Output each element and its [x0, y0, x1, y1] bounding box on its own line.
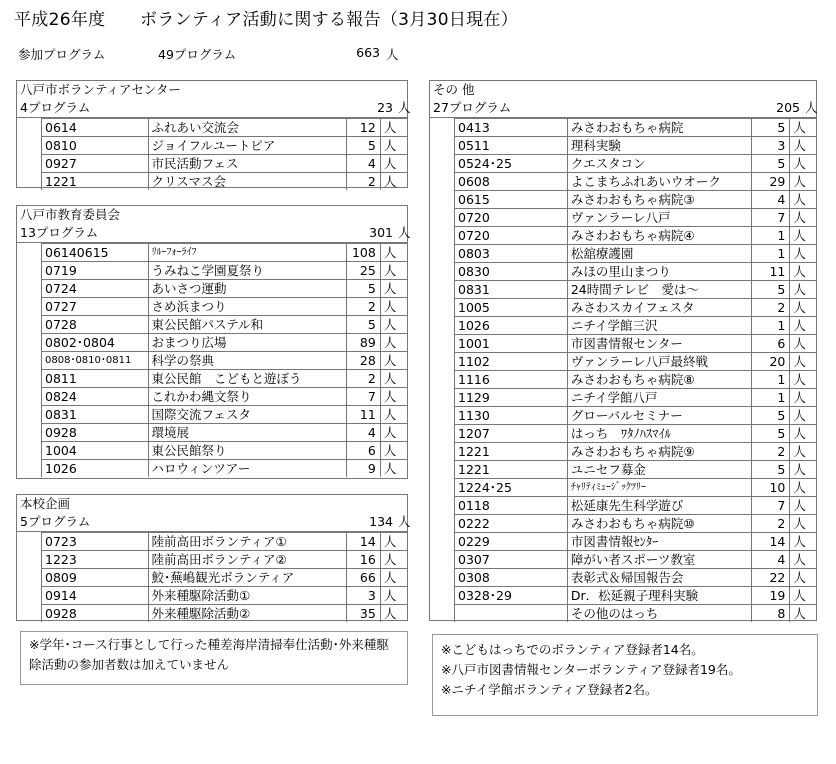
program-table — [41, 118, 407, 190]
program-name: みさわおもちゃ病院⑩ — [567, 515, 751, 533]
program-row — [455, 479, 817, 497]
program-code: 0810 — [42, 137, 149, 155]
program-code: 0831 — [42, 406, 149, 424]
program-name: 市図書情報センター — [567, 335, 751, 353]
program-row — [42, 244, 408, 262]
section-programs: 27プログラム — [433, 100, 512, 115]
program-row — [42, 605, 408, 623]
section-unit: 人 — [398, 100, 411, 115]
program-row — [42, 442, 408, 460]
participant-count: 66 — [346, 569, 380, 587]
participant-unit: 人 — [380, 370, 407, 388]
program-row — [42, 587, 408, 605]
program-name: みほの里山まつり — [567, 263, 751, 281]
participant-count: 25 — [346, 262, 380, 280]
program-code: 0727 — [42, 298, 149, 316]
program-code: 0720 — [455, 209, 568, 227]
section-other — [429, 80, 817, 621]
participant-count: 20 — [751, 353, 790, 371]
participant-unit: 人 — [790, 461, 816, 479]
participant-unit: 人 — [790, 263, 816, 281]
participant-count: 2 — [751, 443, 790, 461]
participant-unit: 人 — [790, 389, 816, 407]
program-row — [42, 262, 408, 280]
program-name: その他のはっち — [567, 605, 751, 623]
program-name: ニチイ学館三沢 — [567, 317, 751, 335]
program-name: 国際交流フェスタ — [148, 406, 346, 424]
participant-unit: 人 — [790, 569, 816, 587]
program-code: 0614 — [42, 119, 149, 137]
summary-programs: 49プログラム — [158, 47, 237, 62]
program-row — [455, 407, 817, 425]
participant-count: 4 — [751, 551, 790, 569]
program-code: 1224･25 — [455, 479, 568, 497]
program-row — [455, 137, 817, 155]
program-row — [42, 316, 408, 334]
program-name: 鮫･蕪嶋観光ボランティア — [148, 569, 346, 587]
program-code: 1221 — [455, 443, 568, 461]
participant-unit: 人 — [380, 352, 407, 370]
participant-unit: 人 — [790, 425, 816, 443]
participant-count: 4 — [751, 191, 790, 209]
participant-count: 1 — [751, 317, 790, 335]
program-row — [455, 245, 817, 263]
participant-count: 1 — [751, 227, 790, 245]
participant-count: 19 — [751, 587, 790, 605]
section-subheader — [17, 513, 411, 532]
participant-unit: 人 — [790, 479, 816, 497]
program-row — [455, 425, 817, 443]
program-name: 24時間テレビ 愛は～ — [567, 281, 751, 299]
program-name: 環境展 — [148, 424, 346, 442]
program-name: ﾘﾙｰﾌｫｰﾗｲﾌ — [148, 244, 346, 262]
program-name: みさわおもちゃ病院⑨ — [567, 443, 751, 461]
section-total: 134 — [369, 514, 393, 529]
program-code: 1130 — [455, 407, 568, 425]
program-name: ﾁｬﾘﾃｨﾐｭｰｼﾞｯｸﾂﾘｰ — [567, 479, 751, 497]
participant-count: 2 — [751, 515, 790, 533]
program-name: 市図書情報ｾﾝﾀｰ — [567, 533, 751, 551]
participant-unit: 人 — [790, 191, 816, 209]
participant-unit: 人 — [790, 209, 816, 227]
program-row — [42, 370, 408, 388]
program-name: 陸前高田ボランティア① — [148, 533, 346, 551]
program-row — [42, 280, 408, 298]
program-code: 0524･25 — [455, 155, 568, 173]
program-row — [455, 515, 817, 533]
participant-count: 22 — [751, 569, 790, 587]
participant-unit: 人 — [790, 317, 816, 335]
program-code: 1116 — [455, 371, 568, 389]
note-line: ※こどもはっちでのボランティア登録者14名。 — [441, 642, 704, 657]
section-programs: 4プログラム — [20, 100, 91, 115]
participant-count: 5 — [346, 316, 380, 334]
program-name: クエスタコン — [567, 155, 751, 173]
participant-unit: 人 — [790, 335, 816, 353]
note-line: ※八戸市図書情報センターボランティア登録者19名。 — [441, 662, 741, 677]
section-subheader — [17, 224, 411, 243]
participant-count: 2 — [346, 370, 380, 388]
program-code: 0728 — [42, 316, 149, 334]
program-code: 1221 — [42, 173, 149, 191]
program-code: 1102 — [455, 353, 568, 371]
section-board-of-education — [16, 205, 411, 479]
program-row — [455, 443, 817, 461]
participant-count: 6 — [751, 335, 790, 353]
participant-count: 4 — [346, 155, 380, 173]
program-code: 0307 — [455, 551, 568, 569]
program-code: 0413 — [455, 119, 568, 137]
program-code: 0803 — [455, 245, 568, 263]
participant-count: 5 — [751, 407, 790, 425]
participant-unit: 人 — [790, 497, 816, 515]
program-row — [455, 281, 817, 299]
program-name: 市民活動フェス — [148, 155, 346, 173]
program-code: 0719 — [42, 262, 149, 280]
participant-count: 5 — [751, 119, 790, 137]
participant-count: 5 — [346, 137, 380, 155]
participant-count: 5 — [751, 281, 790, 299]
program-row — [455, 155, 817, 173]
section-total: 23 — [377, 100, 393, 115]
program-code: 0328･29 — [455, 587, 568, 605]
program-name: 表彰式＆帰国報告会 — [567, 569, 751, 587]
section-total: 205 — [776, 100, 800, 115]
participant-unit: 人 — [790, 605, 816, 623]
program-row — [42, 155, 408, 173]
participant-unit: 人 — [790, 245, 816, 263]
program-name: 東公民館パステル和 — [148, 316, 346, 334]
program-name: Dr．松延親子理科実験 — [567, 587, 751, 605]
program-name: グローバルセミナー — [567, 407, 751, 425]
section-subheader — [17, 99, 411, 118]
participant-unit: 人 — [790, 299, 816, 317]
program-row — [455, 317, 817, 335]
participant-count: 3 — [346, 587, 380, 605]
participant-unit: 人 — [380, 155, 407, 173]
program-code: 0118 — [455, 497, 568, 515]
program-name: 外来種駆除活動① — [148, 587, 346, 605]
program-name: 外来種駆除活動② — [148, 605, 346, 623]
program-code: 1026 — [42, 460, 149, 478]
program-table — [454, 118, 816, 622]
program-row — [455, 497, 817, 515]
program-code: 0615 — [455, 191, 568, 209]
program-row — [455, 533, 817, 551]
program-name: はっち ﾜﾀﾉﾊｽﾏｲﾙ — [567, 425, 751, 443]
participant-count: 5 — [751, 461, 790, 479]
program-row — [455, 371, 817, 389]
participant-count: 1 — [751, 245, 790, 263]
program-row — [42, 137, 408, 155]
program-row — [455, 209, 817, 227]
participant-unit: 人 — [380, 137, 407, 155]
program-row — [455, 353, 817, 371]
program-code: 1221 — [455, 461, 568, 479]
program-row — [42, 298, 408, 316]
program-row — [42, 173, 408, 191]
program-code: 0914 — [42, 587, 149, 605]
participant-unit: 人 — [380, 316, 407, 334]
participant-unit: 人 — [790, 551, 816, 569]
participant-unit: 人 — [380, 587, 407, 605]
program-name: 東公民館 こどもと遊ぼう — [148, 370, 346, 388]
program-name: 陸前高田ボランティア② — [148, 551, 346, 569]
participant-count: 5 — [751, 155, 790, 173]
program-row — [455, 227, 817, 245]
program-row — [42, 406, 408, 424]
program-code: 0830 — [455, 263, 568, 281]
program-code: 0831 — [455, 281, 568, 299]
program-name: クリスマス会 — [148, 173, 346, 191]
program-row — [42, 352, 408, 370]
participant-count: 29 — [751, 173, 790, 191]
participant-unit: 人 — [790, 443, 816, 461]
participant-count: 9 — [346, 460, 380, 478]
program-name: おまつり広場 — [148, 334, 346, 352]
participant-count: 11 — [751, 263, 790, 281]
participant-unit: 人 — [380, 280, 407, 298]
participant-count: 14 — [346, 533, 380, 551]
program-name: これかわ縄文祭り — [148, 388, 346, 406]
note-line: ※ニチイ学館ボランティア登録者2名。 — [441, 682, 658, 697]
program-row — [455, 335, 817, 353]
note-left: ※学年･コース行事として行った種差海岸清掃奉仕活動･外来種駆除活動の参加者数は加えていません — [20, 631, 408, 685]
participant-count: 7 — [751, 497, 790, 515]
section-volunteer-center — [16, 80, 411, 189]
program-row — [42, 569, 408, 587]
participant-count: 6 — [346, 442, 380, 460]
participant-unit: 人 — [790, 119, 816, 137]
program-code: 1004 — [42, 442, 149, 460]
program-row — [455, 605, 817, 623]
participant-count: 3 — [751, 137, 790, 155]
participant-count: 108 — [346, 244, 380, 262]
summary-count: 663 — [356, 45, 380, 60]
program-code: 1001 — [455, 335, 568, 353]
participant-unit: 人 — [380, 551, 407, 569]
program-code: 0608 — [455, 173, 568, 191]
program-code: 0824 — [42, 388, 149, 406]
program-code: 0724 — [42, 280, 149, 298]
program-row — [42, 334, 408, 352]
section-unit: 人 — [398, 514, 411, 529]
program-name: みさわおもちゃ病院 — [567, 119, 751, 137]
program-code: 0229 — [455, 533, 568, 551]
summary-label: 参加プログラム — [18, 47, 106, 62]
participant-count: 1 — [751, 371, 790, 389]
participant-unit: 人 — [380, 569, 407, 587]
program-name: みさわスカイフェスタ — [567, 299, 751, 317]
participant-unit: 人 — [790, 587, 816, 605]
page-title: 平成26年度 ボランティア活動に関する報告（3月30日現在） — [14, 10, 519, 30]
program-name: 東公民館祭り — [148, 442, 346, 460]
program-code: 0928 — [42, 424, 149, 442]
program-row — [455, 299, 817, 317]
program-code: 0927 — [42, 155, 149, 173]
participant-count: 14 — [751, 533, 790, 551]
participant-unit: 人 — [790, 353, 816, 371]
program-code: 0808･0810･0811 — [42, 352, 149, 370]
program-row — [455, 263, 817, 281]
participant-count: 10 — [751, 479, 790, 497]
participant-unit: 人 — [380, 388, 407, 406]
participant-count: 4 — [346, 424, 380, 442]
program-name: ヴァンラーレ八戸 — [567, 209, 751, 227]
program-table — [41, 243, 407, 477]
program-name: よこまちふれあいウオーク — [567, 173, 751, 191]
participant-unit: 人 — [790, 281, 816, 299]
program-name: みさわおもちゃ病院⑧ — [567, 371, 751, 389]
participant-unit: 人 — [380, 334, 407, 352]
section-total: 301 — [369, 225, 393, 240]
participant-count: 2 — [346, 173, 380, 191]
participant-unit: 人 — [380, 406, 407, 424]
program-code: 1223 — [42, 551, 149, 569]
participant-count: 7 — [751, 209, 790, 227]
program-code: 0802･0804 — [42, 334, 149, 352]
participant-count: 2 — [346, 298, 380, 316]
program-name: さめ浜まつり — [148, 298, 346, 316]
program-code: 0308 — [455, 569, 568, 587]
program-code: 0720 — [455, 227, 568, 245]
section-programs: 13プログラム — [20, 225, 99, 240]
section-unit: 人 — [805, 100, 818, 115]
program-name: ハロウィンツアー — [148, 460, 346, 478]
participant-unit: 人 — [380, 460, 407, 478]
participant-count: 16 — [346, 551, 380, 569]
note-right — [432, 634, 818, 716]
participant-unit: 人 — [380, 533, 407, 551]
participant-count: 5 — [346, 280, 380, 298]
participant-count: 12 — [346, 119, 380, 137]
participant-count: 7 — [346, 388, 380, 406]
participant-unit: 人 — [380, 262, 407, 280]
program-name: うみねこ学園夏祭り — [148, 262, 346, 280]
participant-unit: 人 — [790, 173, 816, 191]
program-name: 障がい者スポーツ教室 — [567, 551, 751, 569]
participant-count: 35 — [346, 605, 380, 623]
program-row — [42, 533, 408, 551]
section-name: 八戸市教育委員会 — [20, 207, 121, 222]
section-subheader — [430, 99, 816, 118]
program-row — [455, 587, 817, 605]
program-code: 06140615 — [42, 244, 149, 262]
participant-unit: 人 — [790, 137, 816, 155]
participant-unit: 人 — [380, 244, 407, 262]
participant-unit: 人 — [380, 424, 407, 442]
program-row — [455, 569, 817, 587]
participant-unit: 人 — [790, 155, 816, 173]
program-name: 科学の祭典 — [148, 352, 346, 370]
program-name: ユニセフ募金 — [567, 461, 751, 479]
program-name: みさわおもちゃ病院④ — [567, 227, 751, 245]
participant-unit: 人 — [380, 605, 407, 623]
program-name: 松舘療護園 — [567, 245, 751, 263]
section-school-planned — [16, 494, 411, 621]
section-name: その 他 — [433, 82, 475, 97]
program-row — [455, 389, 817, 407]
participant-count: 11 — [346, 406, 380, 424]
program-code: 1005 — [455, 299, 568, 317]
program-row — [42, 388, 408, 406]
participant-unit: 人 — [790, 533, 816, 551]
participant-count: 5 — [751, 425, 790, 443]
participant-unit: 人 — [380, 298, 407, 316]
section-name: 本校企画 — [20, 496, 71, 511]
participant-count: 28 — [346, 352, 380, 370]
program-code: 1129 — [455, 389, 568, 407]
participant-unit: 人 — [380, 442, 407, 460]
participant-count: 8 — [751, 605, 790, 623]
program-name: ニチイ学館八戸 — [567, 389, 751, 407]
program-code: 0222 — [455, 515, 568, 533]
participant-count: 2 — [751, 299, 790, 317]
program-code: 0809 — [42, 569, 149, 587]
program-name: あいさつ運動 — [148, 280, 346, 298]
section-unit: 人 — [398, 225, 411, 240]
program-row — [455, 119, 817, 137]
program-row — [455, 551, 817, 569]
section-name: 八戸市ボランティアセンター — [20, 82, 181, 97]
program-row — [42, 460, 408, 478]
program-row — [42, 551, 408, 569]
program-table — [41, 532, 407, 622]
program-row — [42, 119, 408, 137]
program-name: ジョイフルユートピア — [148, 137, 346, 155]
program-name: みさわおもちゃ病院③ — [567, 191, 751, 209]
program-row — [455, 191, 817, 209]
program-code: 0723 — [42, 533, 149, 551]
program-code: 0928 — [42, 605, 149, 623]
program-row — [455, 173, 817, 191]
program-row — [42, 424, 408, 442]
participant-unit: 人 — [790, 227, 816, 245]
program-code — [455, 605, 568, 623]
program-code: 0811 — [42, 370, 149, 388]
participant-count: 1 — [751, 389, 790, 407]
participant-unit: 人 — [790, 515, 816, 533]
program-row — [455, 461, 817, 479]
program-name: ヴァンラーレ八戸最終戦 — [567, 353, 751, 371]
participant-unit: 人 — [790, 407, 816, 425]
participant-unit: 人 — [790, 371, 816, 389]
participant-unit: 人 — [380, 119, 407, 137]
program-code: 0511 — [455, 137, 568, 155]
summary-unit: 人 — [386, 47, 399, 62]
program-code: 1207 — [455, 425, 568, 443]
participant-unit: 人 — [380, 173, 407, 191]
participant-count: 89 — [346, 334, 380, 352]
section-programs: 5プログラム — [20, 514, 91, 529]
program-code: 1026 — [455, 317, 568, 335]
program-name: 理科実験 — [567, 137, 751, 155]
program-name: ふれあい交流会 — [148, 119, 346, 137]
program-name: 松延康先生科学遊び — [567, 497, 751, 515]
